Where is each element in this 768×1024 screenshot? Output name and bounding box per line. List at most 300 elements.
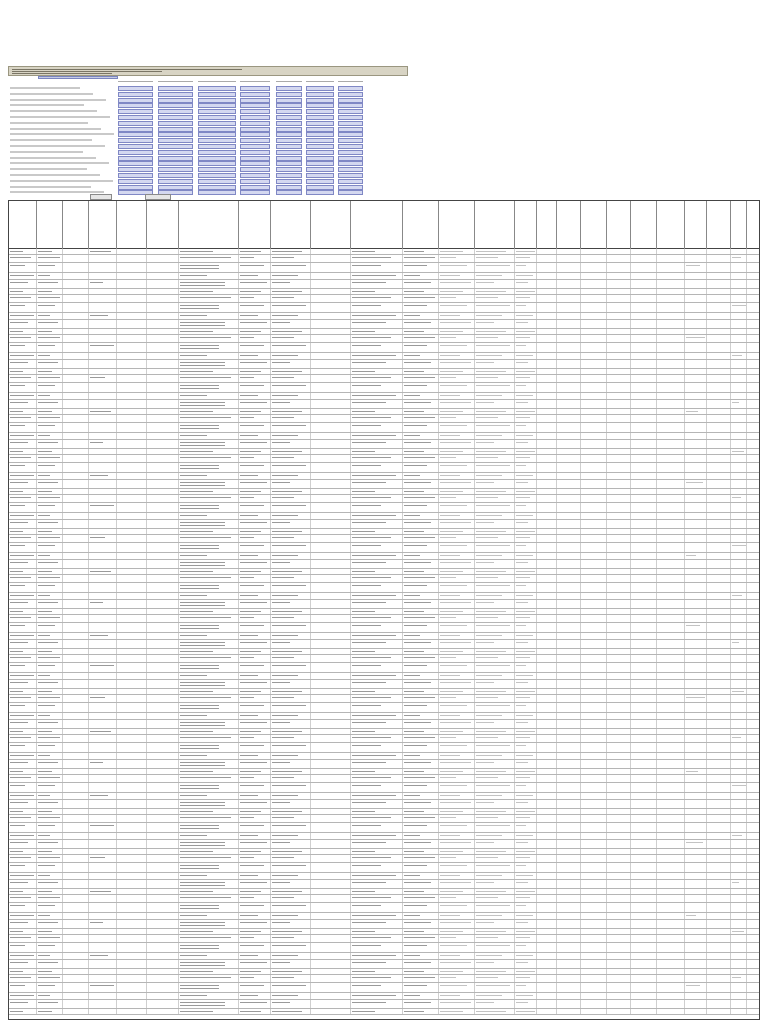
- table-cell: [351, 263, 403, 272]
- cell-text-placeholder: [10, 691, 23, 692]
- table-cell: [537, 463, 557, 472]
- table-cell: [239, 455, 271, 462]
- table-cell: [239, 623, 271, 632]
- table-cell: [117, 600, 147, 608]
- table-cell: [271, 329, 311, 334]
- table-cell: [475, 503, 515, 512]
- cell-text-placeholder: [240, 362, 267, 363]
- table-cell: [147, 640, 179, 648]
- table-cell: [685, 320, 707, 328]
- table-cell: [403, 593, 439, 599]
- cell-text-placeholder: [476, 371, 506, 372]
- cell-text-placeholder: [404, 305, 427, 306]
- table-cell: [63, 903, 89, 912]
- table-cell: [731, 993, 747, 999]
- table-cell: [179, 689, 239, 694]
- cell-text-placeholder: [272, 497, 294, 498]
- cell-text-placeholder: [404, 602, 431, 603]
- cell-text-placeholder: [180, 497, 231, 498]
- table-cell: [403, 280, 439, 288]
- table-cell: [515, 783, 537, 792]
- table-cell: [179, 849, 239, 854]
- table-cell: [581, 480, 607, 488]
- summary-row: [8, 161, 368, 166]
- table-cell: [747, 783, 760, 792]
- cell-text-placeholder: [272, 705, 306, 706]
- table-cell: [351, 400, 403, 408]
- cell-text-placeholder: [516, 457, 530, 458]
- table-cell: [63, 680, 89, 688]
- table-cell: [89, 369, 117, 374]
- table-cell: [707, 609, 731, 614]
- cell-text-placeholder: [38, 465, 55, 466]
- cell-text-placeholder: [180, 971, 213, 972]
- table-cell: [9, 753, 37, 759]
- table-cell: [311, 983, 351, 992]
- table-cell: [311, 640, 351, 648]
- table-cell: [147, 680, 179, 688]
- table-cell: [731, 689, 747, 694]
- table-cell: [403, 720, 439, 728]
- table-cell: [271, 935, 311, 942]
- table-cell: [557, 329, 581, 334]
- table-cell: [239, 633, 271, 639]
- table-cell: [631, 840, 657, 848]
- table-cell: [117, 480, 147, 488]
- table-cell: [557, 903, 581, 912]
- cell-text-placeholder: [38, 777, 60, 778]
- table-cell: [439, 273, 475, 279]
- table-cell: [117, 353, 147, 359]
- summary-cell: [276, 167, 302, 172]
- cell-text-placeholder: [352, 531, 375, 532]
- cell-text-placeholder: [10, 515, 34, 516]
- cell-text-placeholder: [440, 865, 467, 866]
- table-cell: [9, 633, 37, 639]
- table-cell: [685, 935, 707, 942]
- cell-text-placeholder: [516, 937, 530, 938]
- table-row: [9, 753, 760, 760]
- table-cell: [403, 929, 439, 934]
- table-cell: [685, 720, 707, 728]
- table-cell: [631, 655, 657, 662]
- cell-text-placeholder: [440, 715, 460, 716]
- cell-text-placeholder: [352, 257, 391, 258]
- cell-text-placeholder: [516, 425, 526, 426]
- cell-text-placeholder: [440, 731, 463, 732]
- table-cell: [311, 903, 351, 912]
- table-cell: [581, 655, 607, 662]
- table-cell: [179, 960, 239, 968]
- summary-cell: [198, 92, 236, 97]
- table-cell: [537, 320, 557, 328]
- cell-text-placeholder: [240, 945, 264, 946]
- table-cell: [37, 769, 63, 774]
- table-cell: [537, 975, 557, 982]
- table-cell: [147, 553, 179, 559]
- table-cell: [239, 423, 271, 432]
- cell-text-placeholder: [272, 491, 302, 492]
- table-cell: [37, 480, 63, 488]
- table-cell: [403, 295, 439, 302]
- table-cell: [439, 320, 475, 328]
- table-cell: [685, 849, 707, 854]
- table-cell: [731, 615, 747, 622]
- table-cell: [89, 489, 117, 494]
- table-row: [9, 903, 760, 913]
- cell-text-placeholder: [404, 665, 427, 666]
- table-cell: [685, 920, 707, 928]
- table-cell: [63, 280, 89, 288]
- table-cell: [439, 809, 475, 814]
- table-cell: [117, 615, 147, 622]
- table-cell: [239, 503, 271, 512]
- table-cell: [657, 953, 685, 959]
- table-cell: [657, 783, 685, 792]
- table-cell: [351, 689, 403, 694]
- table-cell: [63, 335, 89, 342]
- table-cell: [631, 335, 657, 342]
- cell-text-placeholder: [404, 545, 427, 546]
- table-cell: [351, 713, 403, 719]
- table-cell: [557, 935, 581, 942]
- cell-text-placeholder: [404, 475, 420, 476]
- table-cell: [117, 633, 147, 639]
- table-cell: [439, 633, 475, 639]
- table-cell: [657, 553, 685, 559]
- table-cell: [271, 969, 311, 974]
- table-cell: [607, 249, 631, 254]
- table-cell: [351, 600, 403, 608]
- table-cell: [37, 920, 63, 928]
- cell-text-placeholder: [404, 417, 435, 418]
- table-cell: [403, 889, 439, 894]
- table-cell: [351, 975, 403, 982]
- table-cell: [147, 895, 179, 902]
- table-cell: [537, 695, 557, 702]
- table-cell: [37, 273, 63, 279]
- cell-text-placeholder: [272, 442, 290, 443]
- table-cell: [37, 560, 63, 568]
- cell-text-placeholder: [352, 435, 396, 436]
- table-cell: [707, 895, 731, 902]
- table-cell: [147, 815, 179, 822]
- table-cell: [557, 560, 581, 568]
- table-cell: [239, 353, 271, 359]
- table-cell: [707, 783, 731, 792]
- table-cell: [439, 1009, 475, 1014]
- table-cell: [631, 913, 657, 919]
- cell-text-placeholder: [180, 988, 219, 989]
- table-cell: [117, 369, 147, 374]
- table-cell: [9, 295, 37, 302]
- table-cell: [271, 953, 311, 959]
- cell-text-placeholder: [404, 762, 431, 763]
- table-cell: [179, 593, 239, 599]
- table-cell: [537, 815, 557, 822]
- table-cell: [731, 840, 747, 848]
- cell-text-placeholder: [476, 697, 498, 698]
- table-cell: [685, 903, 707, 912]
- table-cell: [179, 735, 239, 742]
- table-cell: [439, 463, 475, 472]
- cell-text-placeholder: [180, 265, 219, 266]
- table-row: [9, 640, 760, 649]
- cell-text-placeholder: [240, 417, 254, 418]
- table-cell: [179, 495, 239, 502]
- table-cell: [89, 320, 117, 328]
- cell-text-placeholder: [180, 685, 225, 686]
- cell-text-placeholder: [240, 315, 258, 316]
- table-cell: [147, 993, 179, 999]
- summary-cell: [118, 167, 153, 172]
- cell-text-placeholder: [476, 305, 510, 306]
- table-cell: [351, 760, 403, 768]
- cell-text-placeholder: [180, 825, 219, 826]
- cell-text-placeholder: [404, 562, 431, 563]
- cell-text-placeholder: [180, 308, 219, 309]
- table-cell: [63, 329, 89, 334]
- cell-text-placeholder: [440, 657, 456, 658]
- summary-cell: [306, 150, 334, 155]
- table-cell: [179, 713, 239, 719]
- table-cell: [403, 913, 439, 919]
- table-cell: [515, 815, 537, 822]
- table-cell: [439, 575, 475, 582]
- cell-text-placeholder: [38, 345, 55, 346]
- cell-text-placeholder: [240, 1011, 261, 1012]
- table-cell: [239, 313, 271, 319]
- cell-text-placeholder: [352, 595, 396, 596]
- table-cell: [179, 463, 239, 472]
- cell-text-placeholder: [476, 451, 506, 452]
- cell-text-placeholder: [686, 265, 700, 266]
- summary-cell: [338, 138, 363, 143]
- table-cell: [147, 575, 179, 582]
- cell-text-placeholder: [440, 275, 460, 276]
- table-cell: [607, 503, 631, 512]
- table-cell: [37, 600, 63, 608]
- cell-text-placeholder: [732, 257, 741, 258]
- table-cell: [271, 393, 311, 399]
- cell-text-placeholder: [440, 795, 460, 796]
- table-cell: [89, 553, 117, 559]
- cell-text-placeholder: [440, 745, 467, 746]
- table-cell: [631, 449, 657, 454]
- cell-text-placeholder: [10, 977, 31, 978]
- table-cell: [271, 815, 311, 822]
- cell-text-placeholder: [10, 337, 31, 338]
- table-cell: [607, 873, 631, 879]
- table-cell: [89, 793, 117, 799]
- cell-text-placeholder: [352, 825, 381, 826]
- cell-text-placeholder: [240, 705, 264, 706]
- table-cell: [147, 703, 179, 712]
- table-cell: [747, 489, 760, 494]
- cell-text-placeholder: [516, 1002, 528, 1003]
- cell-text-placeholder: [516, 355, 533, 356]
- cell-text-placeholder: [404, 817, 435, 818]
- table-cell: [747, 633, 760, 639]
- table-cell: [557, 409, 581, 414]
- table-cell: [311, 793, 351, 799]
- table-cell: [403, 255, 439, 262]
- table-cell: [707, 473, 731, 479]
- table-cell: [9, 960, 37, 968]
- table-cell: [403, 649, 439, 654]
- table-cell: [581, 255, 607, 262]
- table-cell: [557, 729, 581, 734]
- cell-text-placeholder: [240, 882, 267, 883]
- table-cell: [685, 975, 707, 982]
- cell-text-placeholder: [404, 851, 424, 852]
- table-cell: [271, 663, 311, 672]
- table-cell: [515, 960, 537, 968]
- cell-text-placeholder: [272, 1011, 302, 1012]
- cell-text-placeholder: [180, 577, 231, 578]
- cell-text-placeholder: [732, 545, 746, 546]
- table-cell: [89, 535, 117, 542]
- table-cell: [475, 903, 515, 912]
- table-cell: [147, 463, 179, 472]
- table-cell: [747, 320, 760, 328]
- table-cell: [271, 369, 311, 374]
- table-cell: [685, 343, 707, 352]
- cell-text-placeholder: [180, 508, 219, 509]
- table-cell: [179, 543, 239, 552]
- table-cell: [515, 889, 537, 894]
- table-cell: [239, 849, 271, 854]
- table-cell: [271, 313, 311, 319]
- table-cell: [707, 800, 731, 808]
- table-cell: [557, 480, 581, 488]
- table-cell: [475, 369, 515, 374]
- cell-text-placeholder: [180, 515, 207, 516]
- table-cell: [311, 833, 351, 839]
- table-cell: [581, 689, 607, 694]
- table-cell: [537, 703, 557, 712]
- table-cell: [239, 760, 271, 768]
- investor-table: [8, 200, 760, 1020]
- table-cell: [351, 793, 403, 799]
- table-row: [9, 775, 760, 783]
- cell-text-placeholder: [352, 515, 396, 516]
- table-cell: [63, 633, 89, 639]
- table-cell: [403, 640, 439, 648]
- table-cell: [607, 729, 631, 734]
- table-cell: [147, 735, 179, 742]
- table-cell: [351, 913, 403, 919]
- cell-text-placeholder: [240, 562, 267, 563]
- cell-text-placeholder: [404, 891, 424, 892]
- cell-text-placeholder: [516, 905, 526, 906]
- table-cell: [403, 920, 439, 928]
- table-cell: [239, 495, 271, 502]
- cell-text-placeholder: [10, 425, 25, 426]
- table-cell: [239, 975, 271, 982]
- cell-text-placeholder: [440, 851, 463, 852]
- table-cell: [537, 569, 557, 574]
- table-cell: [557, 313, 581, 319]
- table-cell: [747, 640, 760, 648]
- table-cell: [607, 615, 631, 622]
- table-cell: [37, 969, 63, 974]
- table-cell: [747, 575, 760, 582]
- table-cell: [657, 353, 685, 359]
- table-cell: [63, 449, 89, 454]
- table-cell: [581, 920, 607, 928]
- table-cell: [403, 529, 439, 534]
- summary-cell: [158, 109, 193, 114]
- table-cell: [403, 553, 439, 559]
- table-cell: [731, 255, 747, 262]
- cell-text-placeholder: [476, 291, 506, 292]
- table-cell: [731, 600, 747, 608]
- cell-text-placeholder: [516, 691, 535, 692]
- table-cell: [685, 369, 707, 374]
- table-cell: [747, 303, 760, 312]
- cell-text-placeholder: [38, 282, 58, 283]
- cell-text-placeholder: [10, 731, 23, 732]
- table-cell: [179, 720, 239, 728]
- table-cell: [403, 689, 439, 694]
- table-cell: [179, 415, 239, 422]
- table-cell: [271, 263, 311, 272]
- table-cell: [239, 809, 271, 814]
- table-cell: [707, 415, 731, 422]
- table-cell: [271, 535, 311, 542]
- table-cell: [89, 953, 117, 959]
- table-cell: [747, 775, 760, 782]
- company-select[interactable]: [38, 76, 118, 79]
- table-cell: [657, 663, 685, 672]
- table-cell: [537, 689, 557, 694]
- table-cell: [117, 263, 147, 272]
- cell-text-placeholder: [240, 665, 264, 666]
- table-cell: [631, 809, 657, 814]
- table-cell: [731, 1009, 747, 1014]
- table-cell: [9, 249, 37, 254]
- table-cell: [607, 289, 631, 294]
- table-cell: [557, 463, 581, 472]
- table-cell: [403, 400, 439, 408]
- table-cell: [439, 960, 475, 968]
- table-cell: [271, 895, 311, 902]
- table-cell: [475, 889, 515, 894]
- table-cell: [581, 543, 607, 552]
- table-cell: [707, 320, 731, 328]
- table-cell: [581, 855, 607, 862]
- table-cell: [657, 703, 685, 712]
- cell-text-placeholder: [404, 771, 424, 772]
- table-cell: [581, 863, 607, 872]
- table-cell: [351, 560, 403, 568]
- table-cell: [271, 840, 311, 848]
- table-cell: [557, 929, 581, 934]
- table-cell: [747, 769, 760, 774]
- cell-text-placeholder: [240, 282, 267, 283]
- cell-text-placeholder: [240, 577, 254, 578]
- table-cell: [747, 353, 760, 359]
- table-cell: [351, 863, 403, 872]
- table-cell: [631, 743, 657, 752]
- table-cell: [403, 303, 439, 312]
- table-cell: [9, 473, 37, 479]
- table-cell: [537, 423, 557, 432]
- cell-text-placeholder: [476, 595, 502, 596]
- table-cell: [179, 473, 239, 479]
- table-cell: [239, 889, 271, 894]
